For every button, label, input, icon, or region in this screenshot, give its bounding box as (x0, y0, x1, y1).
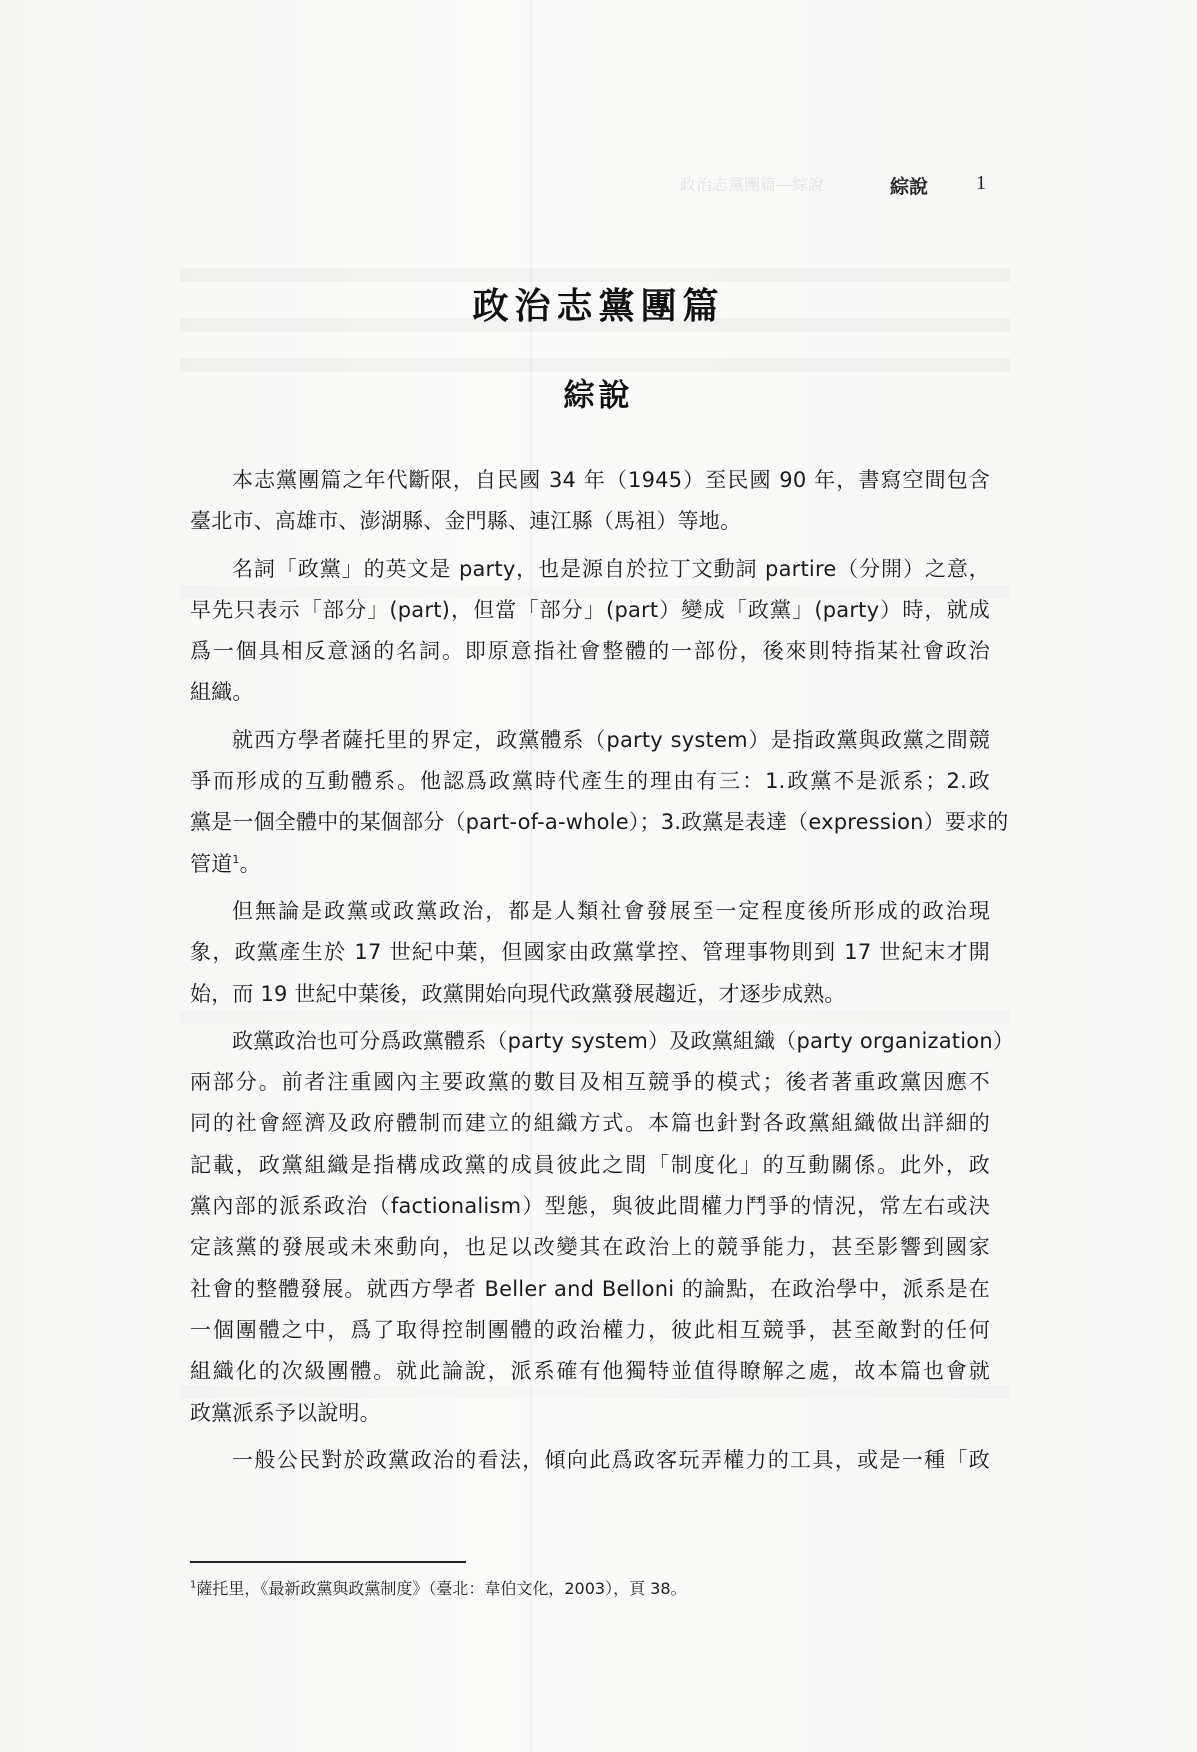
text-line: 臺北市、高雄市、澎湖縣、金門縣、連江縣（馬祖）等地。 (190, 509, 742, 534)
bleed-through-running-head: 政治志黨團篇—綜說 (680, 175, 825, 194)
text-line: 爲一個具相反意涵的名詞。即原意指社會整體的一部份，後來則特指某社會政治 (190, 639, 990, 664)
footnote-text: 薩托里，《最新政黨與政黨制度》（臺北：韋伯文化，2003），頁 38。 (196, 1579, 687, 1598)
text-line: 早先只表示「部分」(part)，但當「部分」(part）變成「政黨」(party）時，就成 (190, 597, 990, 622)
text-line: 一般公民對於政黨政治的看法，傾向此爲政客玩弄權力的工具，或是一種「政 (232, 1447, 990, 1472)
text-fragment: 。 (239, 851, 261, 876)
text-line: 記載，政黨組織是指構成政黨的成員彼此之間「制度化」的互動關係。此外，政 (190, 1152, 990, 1177)
running-head: 綜說 (890, 176, 929, 198)
text-line: 但無論是政黨或政黨政治，都是人類社會發展至一定程度後所形成的政治現 (232, 898, 990, 923)
body-text (190, 460, 1015, 1481)
text-line: 象，政黨產生於 17 世紀中葉，但國家由政黨掌控、管理事物則到 17 世紀末才開 (190, 940, 990, 965)
text-line: 就西方學者薩托里的界定，政黨體系（party system）是指政黨與政黨之間競 (232, 727, 990, 752)
text-line: 爭而形成的互動體系。他認爲政黨時代產生的理由有三：1.政黨不是派系；2.政 (190, 769, 990, 794)
text-line: 組織化的次級團體。就此論說，派系確有他獨特並值得瞭解之處，故本篇也會就 (190, 1359, 990, 1384)
section-subtitle: 綜說 (563, 378, 634, 414)
page-title: 政治志黨團篇 (472, 286, 725, 327)
text-line: 組織。 (190, 680, 254, 705)
text-line: 同的社會經濟及政府體制而建立的組織方式。本篇也針對各政黨組織做出詳細的 (190, 1111, 990, 1136)
text-line: 定該黨的發展或未來動向，也足以改變其在政治上的競爭能力，甚至影響到國家 (190, 1235, 990, 1260)
text-line: 名詞「政黨」的英文是 party，也是源自於拉丁文動詞 partire（分開）之意， (232, 556, 990, 581)
text-line: 政黨政治也可分爲政黨體系（party system）及政黨組織（party organization） (232, 1028, 1015, 1053)
text-line: 社會的整體發展。就西方學者 Beller and Belloni 的論點，在政治學中，派系是在 (190, 1276, 990, 1301)
page-number: 1 (976, 172, 986, 194)
footnote-divider (190, 1561, 466, 1563)
text-line: 黨內部的派系政治（factionalism）型態，與彼此間權力鬥爭的情況，常左右或決 (190, 1194, 990, 1219)
text-fragment: 管道 (190, 851, 233, 876)
text-line: 一個團體之中，爲了取得控制團體的政治權力，彼此相互競爭，甚至敵對的任何 (190, 1317, 990, 1342)
text-line-with-footnote (190, 844, 990, 885)
footnote (190, 1576, 687, 1599)
text-line: 兩部分。前者注重國內主要政黨的數目及相互競爭的模式；後者著重政黨因應不 (190, 1070, 990, 1095)
text-line: 本志黨團篇之年代斷限，自民國 34 年（1945）至民國 90 年，書寫空間包含 (232, 468, 990, 492)
footnote-reference[interactable]: 1 (232, 852, 240, 866)
text-line: 始，而 19 世紀中葉後，政黨開始向現代政黨發展趨近，才逐步成熟。 (190, 981, 846, 1006)
text-line: 黨是一個全體中的某個部分（part-of-a-whole）；3.政黨是表達（expression）要求的 (190, 810, 1009, 835)
footnote-number: 1 (190, 1579, 197, 1591)
text-line: 政黨派系予以說明。 (190, 1400, 381, 1425)
